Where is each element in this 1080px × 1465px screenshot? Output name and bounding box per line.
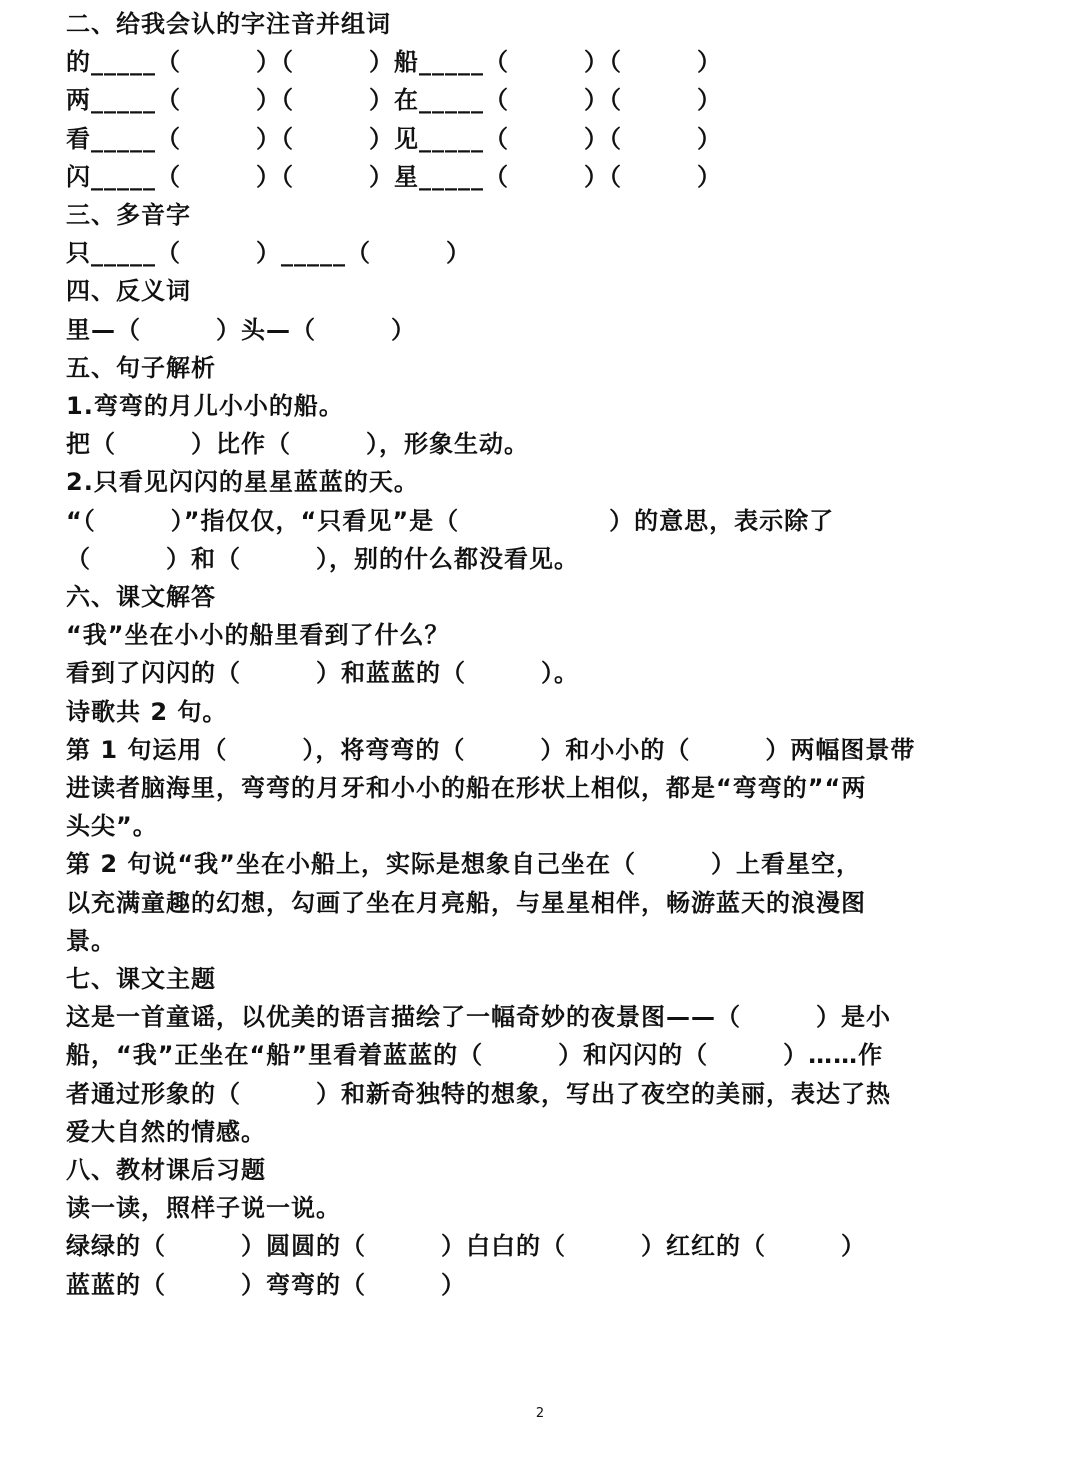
worksheet-line: 爱大自然的情感。	[66, 1117, 266, 1146]
section-heading: 四、反义词	[66, 277, 191, 306]
worksheet-line: 第 1 句运用（ ），将弯弯的（ ）和小小的（ ）两幅图景带	[66, 735, 916, 764]
worksheet-line: 诗歌共 2 句。	[66, 697, 228, 726]
worksheet-line: 第 2 句说“我”坐在小船上，实际是想象自己坐在（ ）上看星空，	[66, 850, 861, 879]
section-heading: 二、给我会认的字注音并组词	[66, 10, 391, 38]
worksheet-line: 只_____（ ）_____（ ）	[66, 239, 471, 268]
section-heading: 七、课文主题	[66, 965, 216, 993]
worksheet-line: 把（ ）比作（ ），形象生动。	[66, 430, 529, 459]
worksheet-line: 以充满童趣的幻想，勾画了坐在月亮船，与星星相伴，畅游蓝天的浪漫图	[66, 888, 866, 917]
worksheet-line: 闪_____（ ）（ ）星_____（ ）（ ）	[66, 162, 722, 191]
worksheet-line: 2.只看见闪闪的星星蓝蓝的天。	[66, 468, 419, 497]
worksheet-line: 的_____（ ）（ ）船_____（ ）（ ）	[66, 48, 722, 77]
section-heading: 六、课文解答	[66, 583, 216, 611]
worksheet-line: 蓝蓝的（ ）弯弯的（ ）	[66, 1270, 466, 1299]
section-heading: 五、句子解析	[66, 353, 216, 382]
worksheet-line: 头尖”。	[66, 812, 158, 841]
worksheet-line: 绿绿的（ ）圆圆的（ ）白白的（ ）红红的（ ）	[66, 1232, 866, 1261]
worksheet-line: “（ ）”指仅仅，“只看见”是（ ）的意思，表示除了	[66, 506, 835, 535]
worksheet-line: （ ）和（ ），别的什么都没看见。	[66, 544, 579, 573]
worksheet-line: “我”坐在小小的船里看到了什么？	[66, 621, 450, 650]
worksheet-line: 船，“我”正坐在“船”里看着蓝蓝的（ ）和闪闪的（ ）……作	[66, 1041, 884, 1070]
worksheet-line: 读一读，照样子说一说。	[66, 1194, 341, 1223]
worksheet-line: 这是一首童谣，以优美的语言描绘了一幅奇妙的夜景图——（ ）是小	[66, 1003, 891, 1032]
worksheet-line: 里—（ ）头—（ ）	[66, 315, 416, 344]
worksheet-line: 1.弯弯的月儿小小的船。	[66, 392, 344, 420]
section-heading: 八、教材课后习题	[66, 1156, 266, 1184]
worksheet-line: 景。	[66, 926, 116, 955]
worksheet-line: 进读者脑海里，弯弯的月牙和小小的船在形状上相似，都是“弯弯的”“两	[66, 774, 867, 802]
worksheet-line: 者通过形象的（ ）和新奇独特的想象，写出了夜空的美丽，表达了热	[66, 1079, 891, 1108]
worksheet-line: 看到了闪闪的（ ）和蓝蓝的（ ）。	[66, 659, 579, 688]
worksheet-line: 看_____（ ）（ ）见_____（ ）（ ）	[66, 124, 722, 153]
section-heading: 三、多音字	[66, 201, 191, 229]
worksheet-line: 两_____（ ）（ ）在_____（ ）（ ）	[66, 86, 722, 115]
page-number: 2	[535, 1406, 545, 1421]
